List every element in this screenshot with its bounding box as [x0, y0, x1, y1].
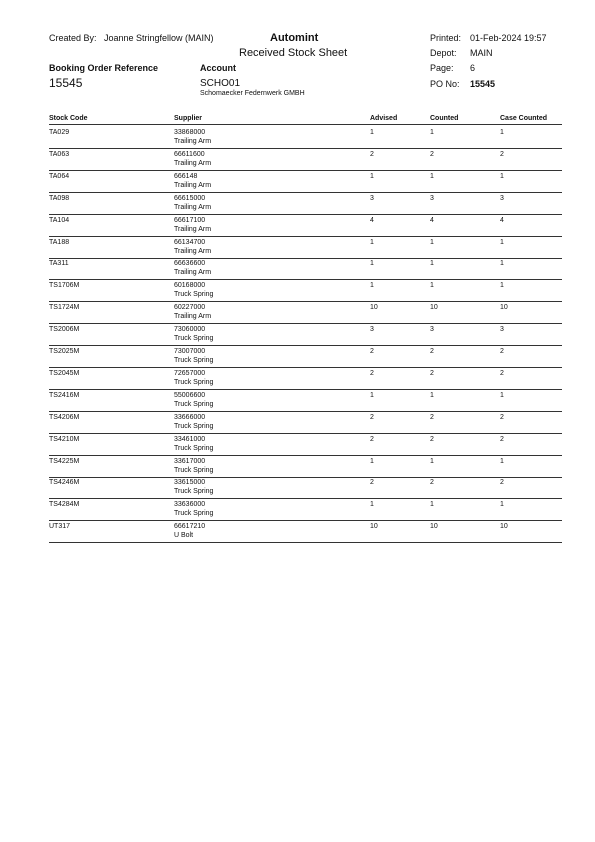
account-label: Account: [200, 63, 236, 73]
case-counted-cell: 1: [500, 457, 504, 465]
table-row: [0, 435, 595, 457]
supplier-code: 66611600: [174, 150, 205, 158]
printed-value: 01-Feb-2024 19:57: [470, 33, 547, 43]
row-divider: [49, 214, 562, 215]
counted-cell: 1: [430, 129, 434, 136]
counted-cell: 1: [430, 172, 434, 180]
stock-code-cell: TS2006M: [49, 326, 80, 334]
case-counted-cell: 1: [500, 238, 504, 246]
table-row: [0, 522, 595, 544]
counted-cell: 10: [430, 523, 438, 531]
col-head-case-counted: Case Counted: [500, 115, 548, 122]
supplier-cell: [174, 281, 213, 299]
supplier-code: 66636600: [174, 260, 206, 268]
supplier-code: 33868000: [174, 129, 206, 136]
row-divider: [49, 520, 562, 521]
counted-cell: 1: [430, 391, 434, 399]
advised-cell: 2: [370, 479, 374, 487]
advised-cell: 1: [370, 391, 374, 399]
table-row: [0, 369, 595, 391]
row-divider: [49, 477, 562, 478]
page-label: Page:: [430, 63, 454, 73]
supplier-code: 33666000: [174, 413, 206, 421]
supplier-cell: [174, 457, 213, 475]
counted-cell: 1: [430, 238, 434, 246]
supplier-code: 60227000: [174, 304, 206, 312]
counted-cell: 1: [430, 260, 434, 268]
row-divider: [49, 148, 562, 149]
counted-cell: 2: [430, 435, 434, 443]
supplier-cell: [174, 238, 211, 256]
supplier-code: 73060000: [174, 326, 206, 334]
supplier-code: 33617000: [174, 457, 206, 465]
advised-cell: 10: [370, 304, 378, 312]
table-row: [0, 500, 595, 522]
case-counted-cell: 4: [500, 216, 504, 224]
counted-cell: 3: [430, 194, 434, 202]
depot-label: Depot:: [430, 48, 457, 58]
advised-cell: 2: [370, 435, 374, 443]
supplier-code: 33636000: [174, 501, 206, 509]
col-head-stock-code: Stock Code: [49, 115, 88, 122]
advised-cell: 3: [370, 326, 374, 334]
row-divider: [49, 542, 562, 543]
stock-code-cell: UT317: [49, 523, 71, 531]
row-divider: [49, 323, 562, 324]
counted-cell: 10: [430, 304, 438, 312]
printed-label: Printed:: [430, 33, 462, 43]
counted-cell: 2: [430, 369, 434, 377]
supplier-cell: [174, 216, 211, 234]
stock-code-cell: TS4210M: [49, 435, 80, 443]
supplier-code: 33615000: [174, 479, 206, 487]
counted-cell: 2: [430, 348, 434, 355]
item-description: Truck Spring: [174, 444, 214, 452]
col-head-supplier: Supplier: [174, 115, 203, 122]
table-row: [0, 347, 595, 369]
row-divider: [49, 170, 562, 171]
supplier-code: 66617100: [174, 216, 206, 224]
case-counted-cell: 10: [500, 523, 508, 531]
advised-cell: 1: [370, 129, 374, 136]
supplier-cell: [174, 369, 213, 387]
supplier-code: 72657000: [174, 369, 206, 377]
row-divider: [49, 411, 562, 412]
advised-cell: 1: [370, 172, 374, 180]
counted-cell: 4: [430, 216, 434, 224]
stock-code-cell: TS4284M: [49, 501, 80, 509]
advised-cell: 1: [370, 238, 374, 246]
case-counted-cell: 10: [500, 304, 508, 312]
supplier-cell: [174, 194, 211, 212]
case-counted-cell: 1: [500, 501, 504, 509]
item-description: Truck Spring: [174, 291, 214, 299]
stock-code-cell: TS2045M: [49, 369, 80, 377]
item-description: Trailing Arm: [174, 159, 212, 167]
case-counted-cell: 2: [500, 369, 504, 377]
table-row: [0, 172, 595, 194]
table-row: [0, 128, 595, 150]
stock-code-cell: TA064: [49, 172, 70, 180]
counted-cell: 2: [430, 479, 434, 487]
stock-code-cell: TA029: [49, 129, 70, 136]
table-row: [0, 413, 595, 435]
supplier-cell: [174, 259, 211, 277]
item-description: Truck Spring: [174, 422, 214, 430]
report-title: Received Stock Sheet: [239, 47, 348, 59]
table-row: [0, 325, 595, 347]
po-label: PO No:: [430, 79, 460, 89]
item-description: Trailing Arm: [174, 313, 212, 321]
item-description: Trailing Arm: [174, 203, 212, 211]
advised-cell: 1: [370, 457, 374, 465]
item-description: Truck Spring: [174, 488, 214, 496]
table-row: [0, 281, 595, 303]
stock-code-cell: TS4206M: [49, 413, 80, 421]
row-divider: [49, 498, 562, 499]
account-code: SCHO01: [200, 78, 241, 89]
supplier-cell: [174, 522, 205, 540]
counted-cell: 2: [430, 150, 434, 158]
case-counted-cell: 2: [500, 348, 504, 355]
case-counted-cell: 1: [500, 129, 504, 136]
row-divider: [49, 455, 562, 456]
supplier-code: 666148: [174, 172, 198, 180]
counted-cell: 1: [430, 282, 434, 290]
supplier-code: 66615000: [174, 194, 206, 202]
supplier-cell: [174, 325, 213, 343]
item-description: Trailing Arm: [174, 138, 212, 145]
item-description: Truck Spring: [174, 357, 214, 364]
item-description: Trailing Arm: [174, 247, 212, 255]
table-row: [0, 238, 595, 260]
case-counted-cell: 3: [500, 194, 504, 202]
supplier-cell: [174, 391, 213, 409]
counted-cell: 2: [430, 413, 434, 421]
counted-cell: 1: [430, 457, 434, 465]
case-counted-cell: 2: [500, 413, 504, 421]
stock-code-cell: TS4225M: [49, 457, 80, 465]
row-divider: [49, 345, 562, 346]
col-head-advised: Advised: [370, 115, 398, 122]
advised-cell: 2: [370, 413, 374, 421]
counted-cell: 3: [430, 326, 434, 334]
stock-code-cell: TS1724M: [49, 304, 80, 312]
case-counted-cell: 1: [500, 282, 504, 290]
supplier-cell: [174, 347, 213, 365]
item-description: Truck Spring: [174, 400, 214, 408]
table-row: [0, 150, 595, 172]
case-counted-cell: 2: [500, 479, 504, 487]
advised-cell: 10: [370, 523, 378, 531]
advised-cell: 3: [370, 194, 374, 202]
supplier-cell: [174, 435, 213, 453]
stock-code-cell: TA188: [49, 238, 70, 246]
table-row: [0, 216, 595, 238]
supplier-code: 55006600: [174, 391, 206, 399]
stock-code-cell: TA311: [49, 260, 69, 268]
case-counted-cell: 2: [500, 435, 504, 443]
table-row: [0, 457, 595, 479]
booking-ref-value: 15545: [49, 76, 83, 90]
supplier-cell: [174, 303, 211, 321]
case-counted-cell: 1: [500, 391, 504, 399]
col-head-counted: Counted: [430, 115, 459, 122]
table-row: [0, 391, 595, 413]
item-description: U Bolt: [174, 532, 194, 540]
booking-ref-label: Booking Order Reference: [49, 63, 159, 73]
item-description: Trailing Arm: [174, 181, 212, 189]
stock-code-cell: TS1706M: [49, 282, 80, 290]
supplier-code: 66617210: [174, 523, 206, 531]
stock-code-cell: TA104: [49, 216, 70, 224]
stock-code-cell: TS2416M: [49, 391, 80, 399]
supplier-code: 73007000: [174, 348, 206, 355]
depot-value: MAIN: [470, 48, 493, 58]
company-name: Automint: [270, 32, 319, 44]
row-divider: [49, 279, 562, 280]
supplier-cell: [174, 172, 211, 190]
stock-code-cell: TA098: [49, 194, 70, 202]
supplier-cell: [174, 150, 211, 168]
advised-cell: 4: [370, 216, 374, 224]
row-divider: [49, 367, 562, 368]
supplier-cell: [174, 500, 213, 518]
advised-cell: 1: [370, 260, 374, 268]
case-counted-cell: 1: [500, 172, 504, 180]
row-divider: [49, 192, 562, 193]
advised-cell: 2: [370, 150, 374, 158]
supplier-cell: [174, 128, 211, 146]
case-counted-cell: 1: [500, 260, 504, 268]
item-description: Truck Spring: [174, 466, 214, 474]
case-counted-cell: 2: [500, 150, 504, 158]
item-description: Trailing Arm: [174, 225, 212, 233]
supplier-code: 60168000: [174, 282, 206, 290]
supplier-cell: [174, 413, 213, 431]
row-divider: [49, 433, 562, 434]
advised-cell: 1: [370, 501, 374, 509]
table-row: [0, 303, 595, 325]
advised-cell: 1: [370, 282, 374, 290]
item-description: Trailing Arm: [174, 269, 212, 277]
advised-cell: 2: [370, 348, 374, 355]
stock-code-cell: TA063: [49, 150, 70, 158]
page-value: 6: [470, 63, 476, 73]
table-row: [0, 194, 595, 216]
stock-code-cell: TS2025M: [49, 348, 80, 355]
row-divider: [49, 301, 562, 302]
created-by-value: Joanne Stringfellow (MAIN): [104, 33, 214, 43]
stock-code-cell: TS4246M: [49, 479, 80, 487]
row-divider: [49, 236, 562, 237]
item-description: Truck Spring: [174, 378, 214, 386]
account-name: Schomaecker Federnwerk GMBH: [200, 90, 305, 97]
supplier-cell: [174, 478, 213, 496]
row-divider: [49, 258, 562, 259]
supplier-code: 66134700: [174, 238, 206, 246]
advised-cell: 2: [370, 369, 374, 377]
table-row: [0, 478, 595, 500]
item-description: Truck Spring: [174, 510, 214, 518]
item-description: Truck Spring: [174, 335, 214, 343]
row-divider: [49, 389, 562, 390]
table-row: [0, 259, 595, 281]
created-by-label: Created By:: [49, 33, 97, 43]
counted-cell: 1: [430, 501, 434, 509]
po-value: 15545: [470, 79, 496, 89]
case-counted-cell: 3: [500, 326, 504, 334]
header-rule: [49, 124, 562, 125]
supplier-code: 33461000: [174, 435, 206, 443]
